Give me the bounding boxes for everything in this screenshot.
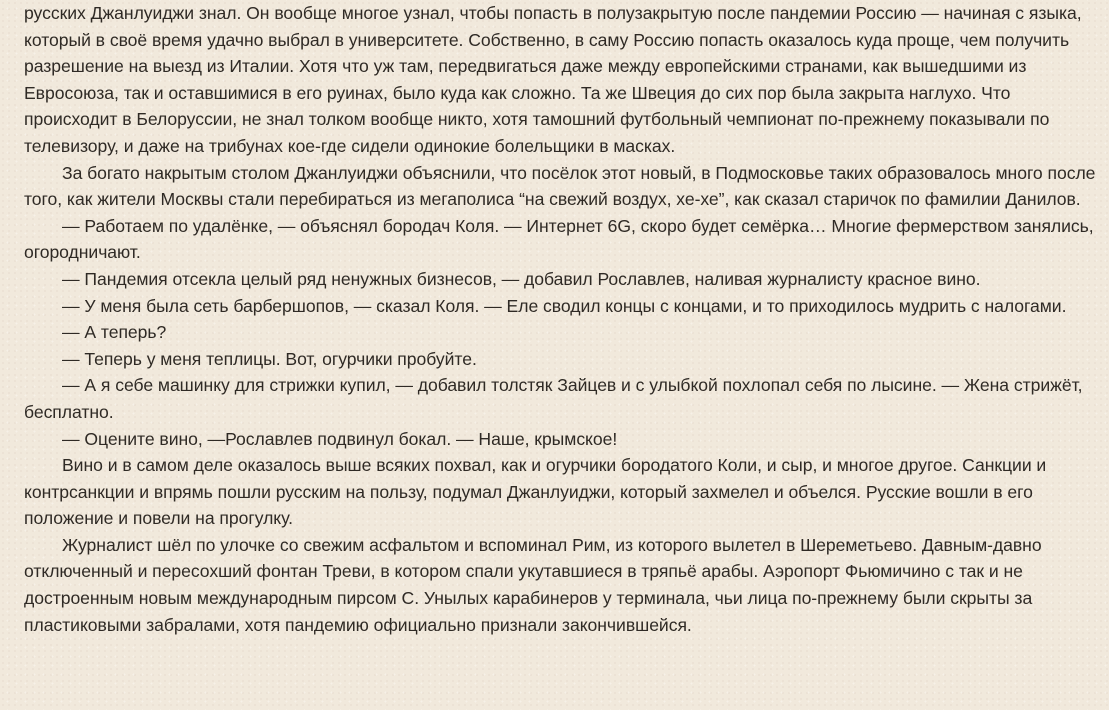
dialogue-line-and-now: — А теперь?	[62, 322, 167, 343]
paragraph-rome-memories: Журналист шёл по улочке со свежим асфальтом и вспоминал Рим, из которого вылетел в Шереметьево. Давным-давно отключенный и пересохший фонтан Треви, в котором спали укутавшиеся в тряпьё арабы. Аэропорт Фьюмичино с так и не достроенным новым международным пирсом С. Унылых карабинеров у терминала, чьи лица по-прежнему были скрыты за пластиковыми забралами, хотя пандемию официально признали закончившейся.	[24, 534, 1042, 635]
dialogue-line-barbershops: — У меня была сеть барбершопов, — сказал Коля. — Еле сводил концы с концами, и то приходилось мудрить с налогами.	[62, 295, 1067, 316]
paragraph-dinner-table: За богато накрытым столом Джанлуиджи объяснили, что посёлок этот новый, в Подмосковье таких образовалось много после того, как жители Москвы стали перебираться из мегаполиса “на свежий воздух, хе-хе”, как сказал старичок по фамилии Данилов.	[24, 162, 1096, 210]
paragraph-sanctions: Вино и в самом деле оказалось выше всяких похвал, как и огурчики бородатого Коли, и сыр, и многое другое. Санкции и контрсанкции и впрямь пошли русским на пользу, подумал Джанлуиджи, который захмелел и объелся. Русские вошли в его положение и повели на прогулку.	[24, 455, 1047, 529]
article-body	[24, 0, 1096, 638]
dialogue-line-pandemic-business: — Пандемия отсекла целый ряд ненужных бизнесов, — добавил Рославлев, наливая журналисту красное вино.	[62, 268, 981, 289]
dialogue-line-wine: — Оцените вино, —Рославлев подвинул бокал. — Наше, крымское!	[62, 428, 618, 449]
paragraph-continuation: русских Джанлуиджи знал. Он вообще многое узнал, чтобы попасть в полузакрытую после пандемии Россию — начиная с языка, который в своё время удачно выбрал в университете. Собственно, в саму Россию попасть оказалось куда проще, чем получить разрешение на выезд из Италии. Хотя что уж там, передвигаться даже между европейскими странами, как вышедшими из Евросоюза, так и оставшимися в его руинах, было куда как сложно. Та же Швеция до сих пор была закрыта наглухо. Что происходит в Белоруссии, не знал толком вообще никто, хотя тамошний футбольный чемпионат по-прежнему показывали по телевизору, и даже на трибунах кое-где сидели одинокие болельщики в масках.	[24, 3, 1082, 156]
dialogue-line-remote-work: — Работаем по удалёнке, — объяснял бородач Коля. — Интернет 6G, скоро будет семёрка… Многие фермерством занялись, огородничают.	[24, 215, 1094, 263]
dialogue-line-greenhouses: — Теперь у меня теплицы. Вот, огурчики пробуйте.	[62, 348, 477, 369]
dialogue-line-hair-clipper: — А я себе машинку для стрижки купил, — добавил толстяк Зайцев и с улыбкой похлопал себя по лысине. — Жена стрижёт, бесплатно.	[24, 375, 1083, 422]
